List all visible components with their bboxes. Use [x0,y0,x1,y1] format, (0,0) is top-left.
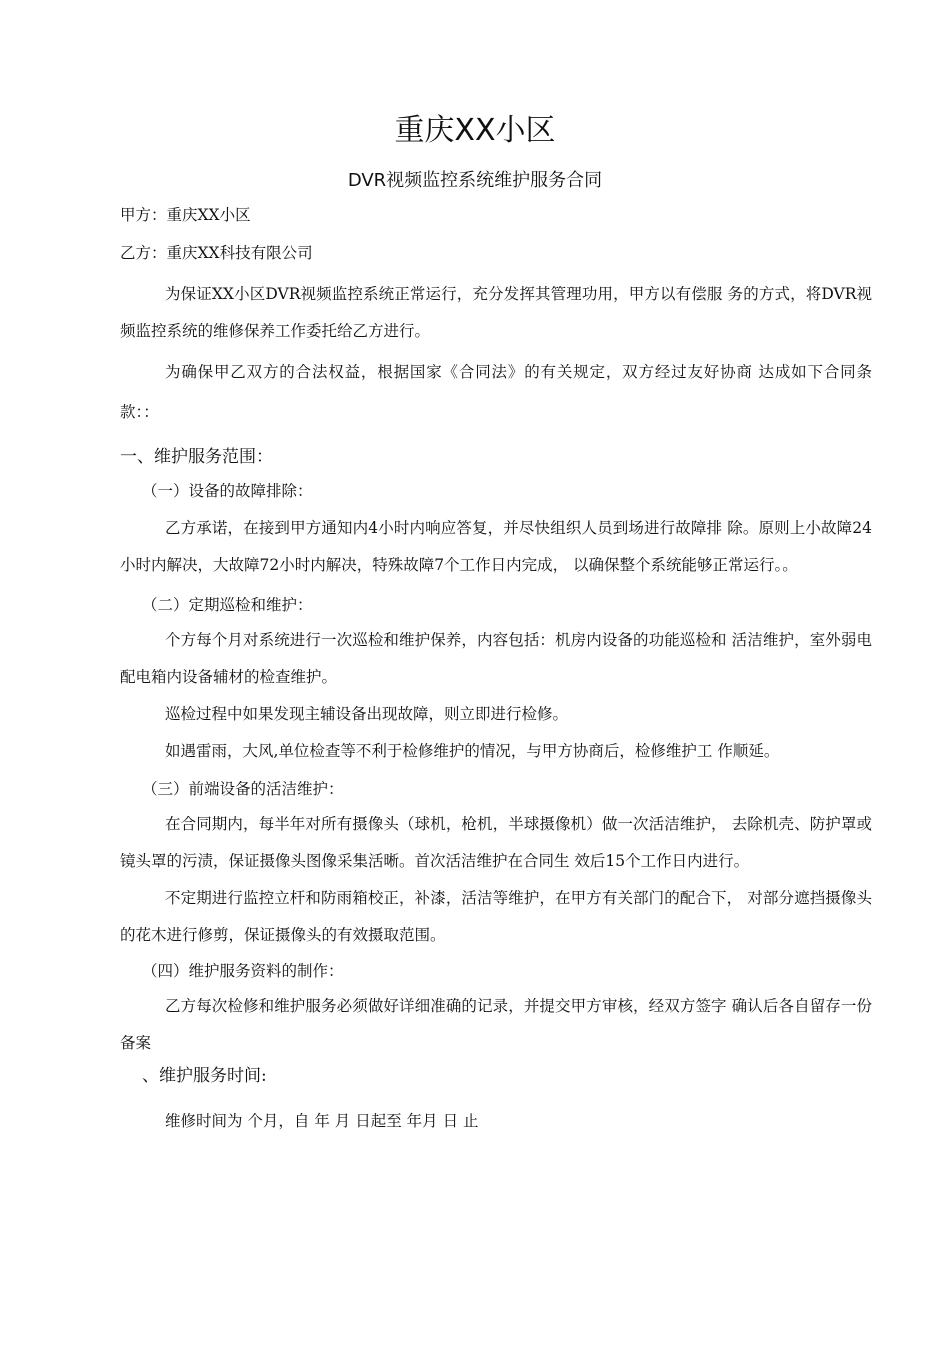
intro-paragraph: 为确保甲乙双方的合法权益，根据国家《合同法》的有关规定，双方经过友好协商 达成如下合同条款：： [120,363,872,421]
sub-heading-inspection: （二）定期巡检和维护： [142,596,313,614]
paragraph-cleaning: 在合同期内，每半年对所有摄像头（球机，枪机，半球摄像机）做一次活洁维护， 去除机壳、防护罩或镜头罩的污渍，保证摄像头图像采集活晰。首次活洁维护在合同生 效后15个工作日内进行。 [120,815,872,870]
sub-heading-records: （四）维护服务资料的制作： [142,962,344,980]
paragraph-cleaning: 不定期进行监控立杆和防雨箱校正，补漆，活洁等维护，在甲方有关部门的配合下， 对部分遮挡摄像头的花木进行修剪，保证摄像头的有效摄取范围。 [120,889,872,944]
document-subtitle: DVR视频监控系统维护服务合同 [347,170,603,191]
intro-paragraph: 为保证XX小区DVR视频监控系统正常运行，充分发挥其管理功用，甲方以有偿服 务的方式，将DVR视频监控系统的维修保养工作委托给乙方进行。 [120,285,872,340]
party-a: 甲方：重庆XX小区 [120,206,251,224]
party-b: 乙方：重庆XX科技有限公司 [120,244,313,262]
section-heading-scope: 一、维护服务范围： [120,447,273,467]
paragraph-fault-repair: 乙方承诺，在接到甲方通知内4小时内响应答复，并尽快组织人员到场进行故障排 除。原则上小故障24小时内解决，大故障72小时内解决，特殊故障7个工作日内完成， 以确保整个系统能够正常运行。。 [120,519,872,574]
section-heading-service-time: 、维护服务时间: [142,1066,267,1086]
sub-heading-cleaning: （三）前端设备的活洁维护： [142,780,344,798]
paragraph-records: 乙方每次检修和维护服务必须做好详细准确的记录，并提交甲方审核，经双方签字 确认后各自留存一份备案 [120,997,872,1052]
document-body [120,200,872,1140]
paragraph-inspection: 巡检过程中如果发现主辅设备出现故障，则立即进行检修。 [165,705,569,723]
paragraph-service-time: 维修时间为 个月，自 年 月 日起至 年月 日 止 [165,1112,479,1130]
document-title: 重庆XX小区 [394,113,556,148]
paragraph-inspection: 个方每个月对系统进行一次巡检和维护保养，内容包括：机房内设备的功能巡检和 活洁维护，室外弱电配电箱内设备辅材的检查维护。 [120,631,872,686]
paragraph-inspection: 如遇雷雨，大风,单位检查等不利于检修维护的情况，与甲方协商后，检修维护工 作顺延。 [165,742,780,760]
sub-heading-fault-repair: （一）设备的故障排除： [142,482,313,500]
